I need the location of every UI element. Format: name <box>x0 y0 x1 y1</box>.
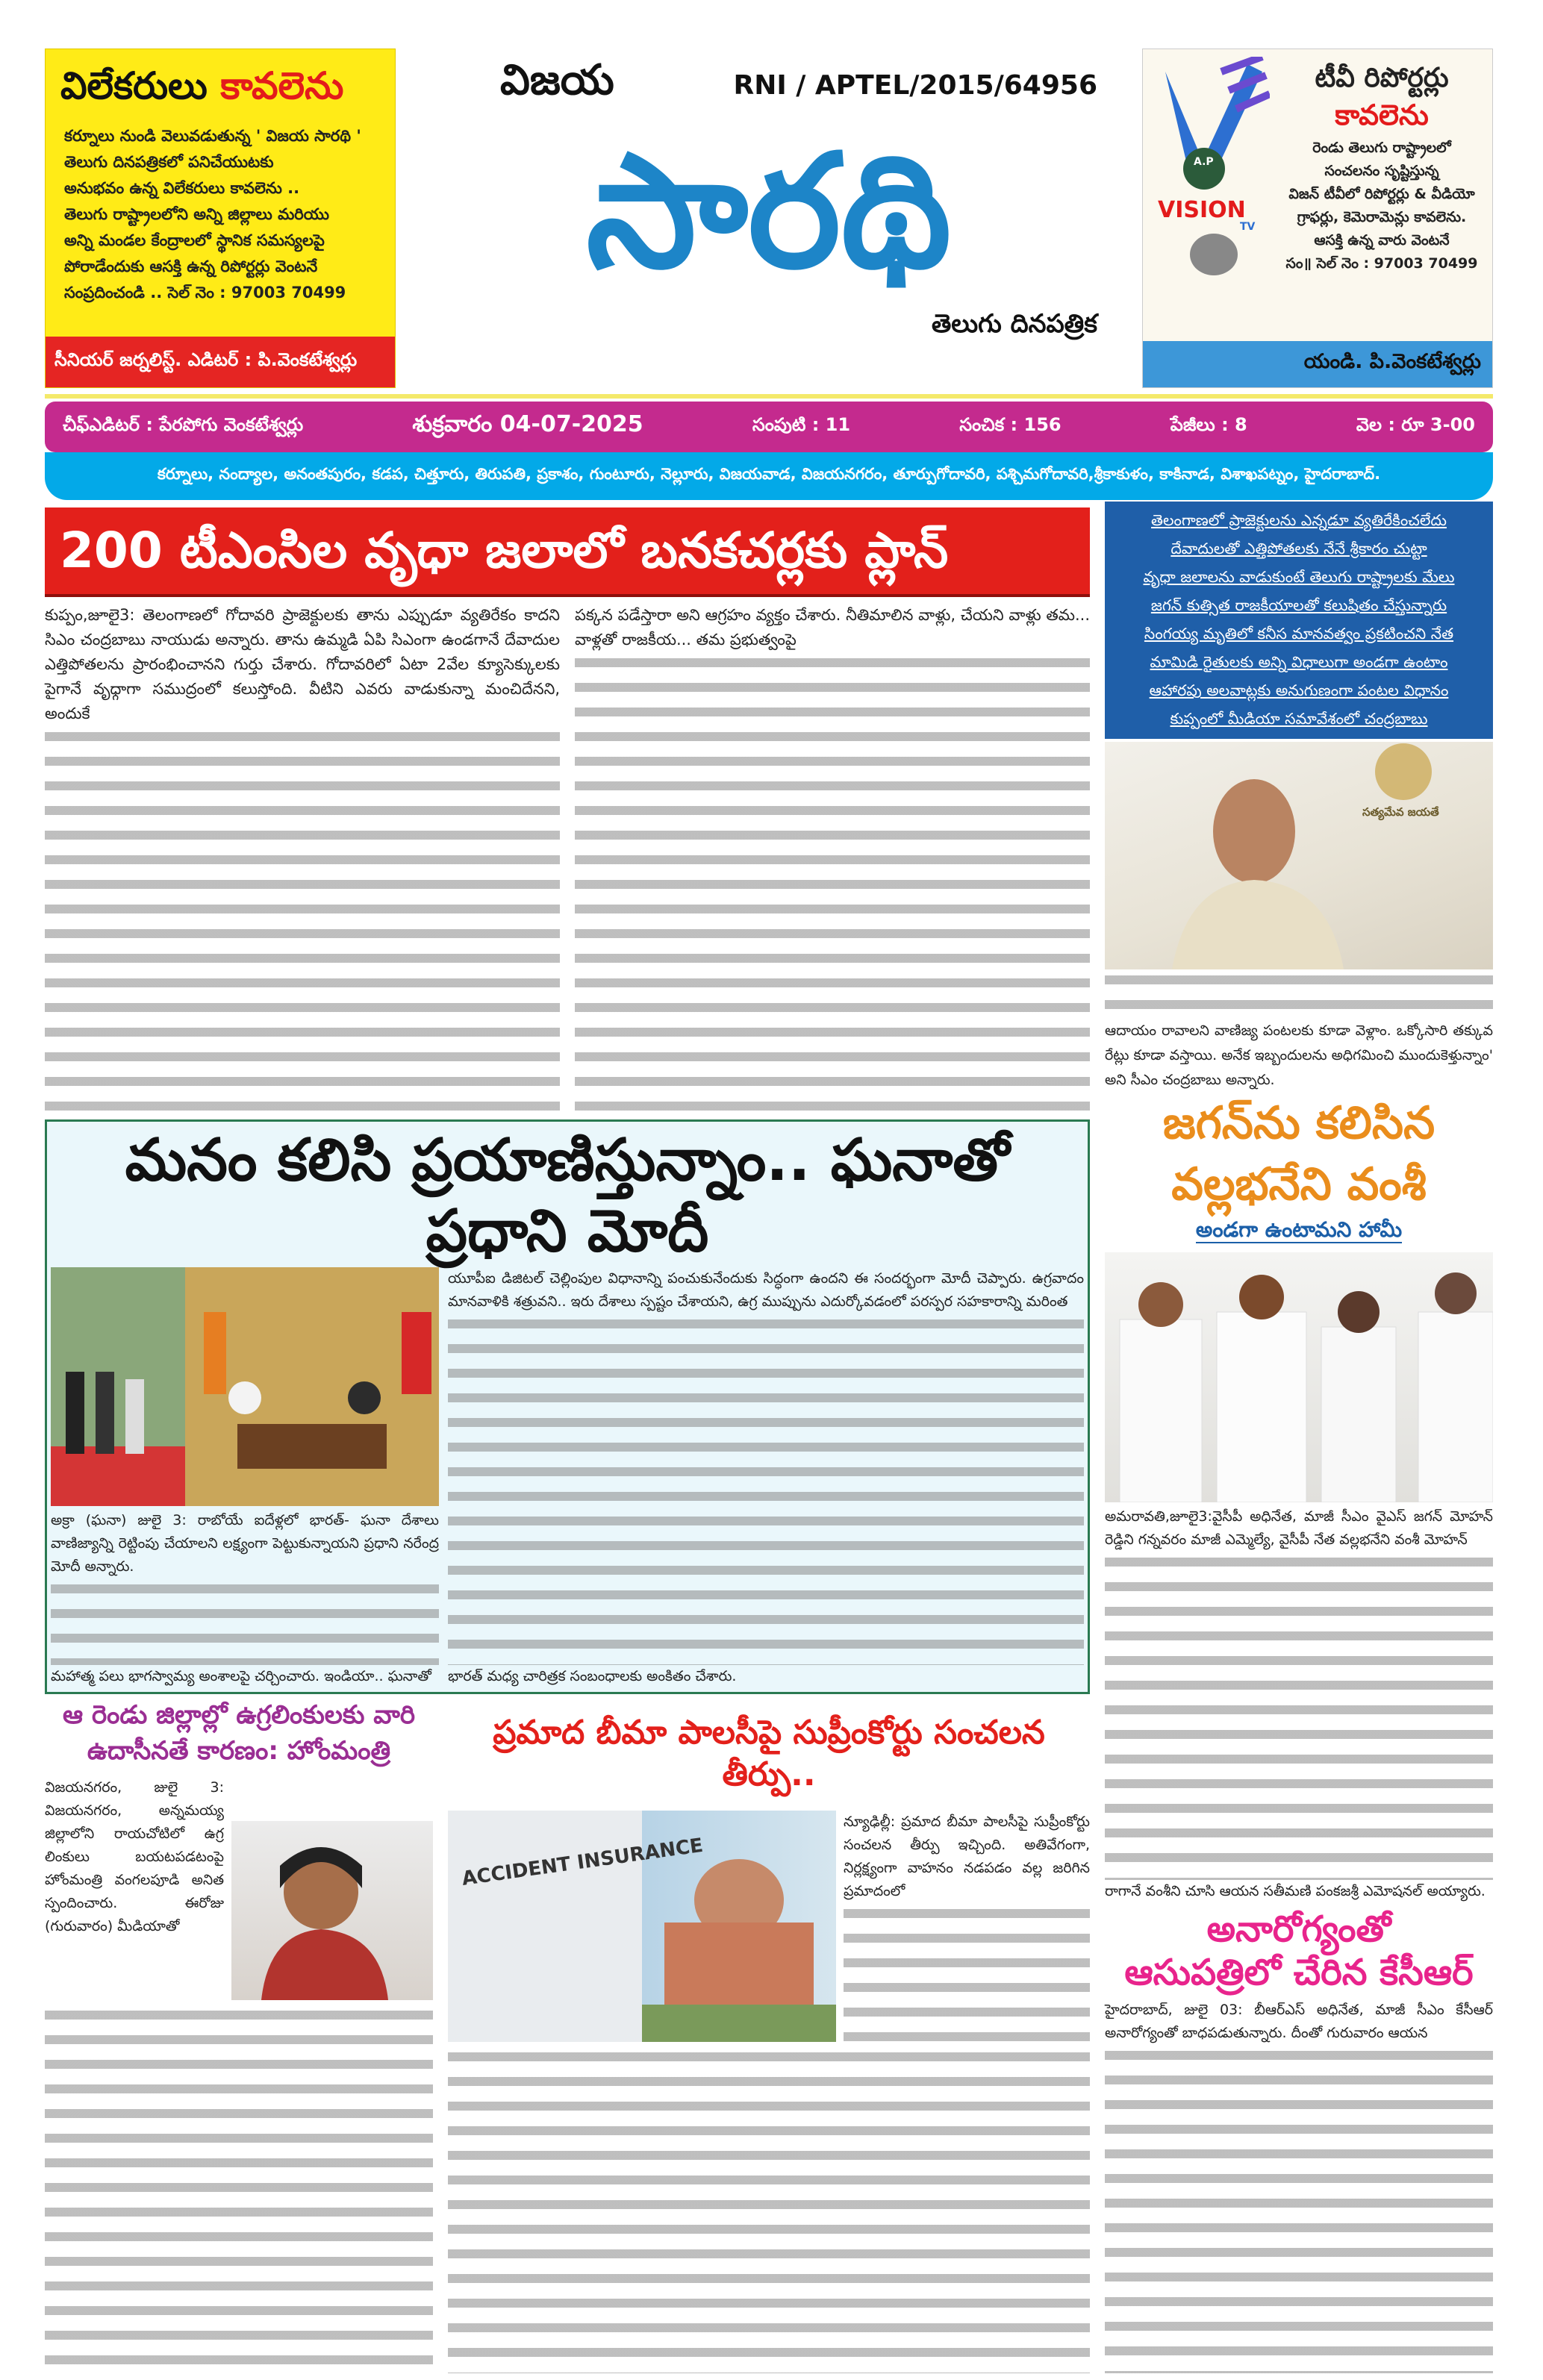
modi-caption-end: మహాత్మ పలు భాగస్వామ్య అంశాలపై చర్చించారు. ఇండియా.. ఘనాతో <box>51 1668 431 1684</box>
lead-column-2 <box>575 603 1090 1112</box>
home-minister-photo <box>231 1821 433 2000</box>
ad-line: తెలుగు దినపత్రికలో పనిచేయుటకు <box>64 153 274 171</box>
ad-line: సంచలనం సృష్టిస్తున్న <box>1324 163 1439 179</box>
headline-line: ఆసుపత్రిలో చేరిన కేసీఆర్ <box>1124 1952 1474 1993</box>
ad-line: సం॥ సెల్ నెం : 97003 70499 <box>1285 255 1478 272</box>
price: వెల : రూ 3-00 <box>1356 414 1475 435</box>
supreme-court-body: న్యూఢిల్లీ: ప్రమాద బీమా పాలసీపై సుప్రీంకోర్టు సంచలన తీర్పు ఇచ్చింది. అతివేగంగా, నిర్లక్ష్యంగా వాహనం నడపడం వల్ల జరిగిన ప్రమాదంలో <box>844 1814 1090 1899</box>
emblem-motto: సత్యమేవ జయతే <box>1362 805 1439 819</box>
ad-body <box>46 117 395 306</box>
ad-line: ఆసక్తి ఉన్న వారు వెంటనే <box>1314 232 1450 249</box>
modi-ghana-photo <box>51 1267 439 1506</box>
home-minister-body-block <box>45 1776 433 2005</box>
headline-line: ఉదాసీనతే కారణం: హోంమంత్రి <box>87 1736 391 1766</box>
ad-line: విజన్ టీవీలో రిపోర్టర్లు & వీడియో <box>1288 186 1475 202</box>
ad-line: తెలుగు రాష్ట్రాలలోని అన్ని జిల్లాలు మరియు <box>64 205 330 223</box>
lead-body-text <box>45 726 560 1112</box>
headline-line: ఆ రెండు జిల్లాల్లో ఉగ్రలింకులకు వారి <box>62 1700 415 1730</box>
chief-editor: చీఫ్ఎడిటర్ : పేరపోగు వెంకటేశ్వర్లు <box>63 414 304 435</box>
lead-highlights-box <box>1105 502 1493 739</box>
masthead <box>411 49 1127 388</box>
newspaper-logo: సారథి <box>586 120 952 303</box>
ad-title-red: కావలెను <box>220 64 344 107</box>
ad-title <box>46 49 395 117</box>
logo-text: VISION <box>1158 197 1246 223</box>
accident-insurance-supreme-court-photo <box>448 1811 836 2042</box>
highlight: మామిడి రైతులకు అన్ని విధాలుగా అండగా ఉంటాం <box>1150 653 1448 671</box>
supreme-court-top <box>448 1811 1090 2042</box>
ad-body <box>1274 137 1490 275</box>
ad-line: కర్నూలు నుండి వెలువడుతున్న ' విజయ సారథి ' <box>64 127 361 145</box>
highlight: జగన్ కుత్సిత రాజకీయాలతో కలుషితం చేస్తున్నారు <box>1150 596 1447 614</box>
issue-date: శుక్రవారం 04-07-2025 <box>412 411 643 437</box>
kcr-headline <box>1105 1908 1493 1994</box>
ad-line: గ్రాఫర్లు, కెమెరామెన్లు కావలెను. <box>1297 209 1467 225</box>
highlight: దేవాదులతో ఎత్తిపోతలకు నేనే శ్రీకారం చుట్టా <box>1171 540 1427 557</box>
vamsi-subhead <box>1105 1215 1493 1245</box>
masthead-tagline: తెలుగు దినపత్రిక <box>931 309 1097 339</box>
lead-headline: 200 టీఎంసిల వృధా జలాలో బనకచర్లకు ప్లాన్ <box>45 507 1090 597</box>
highlight: సింగయ్య మృతిలో కనీస మానవత్వం ప్రకటించని నేత <box>1144 625 1454 643</box>
ad-footer: సీనియర్ జర్నలిస్ట్. ఎడిటర్ : పి.వెంకటేశ్వర్లు <box>46 337 395 387</box>
chandrababu-photo <box>1105 742 1493 969</box>
ad-footer: యండి. పి.వెంకటేశ్వర్లు <box>1143 341 1492 387</box>
photo-label: ACCIDENT INSURANCE <box>460 1834 705 1890</box>
highlight: ఆహారపు అలవాట్లకు అనుగుణంగా పంటల విధానం <box>1149 681 1449 699</box>
lead-body-text <box>575 652 1090 1112</box>
headline-line: జగన్‌ను కలిసిన <box>1162 1097 1436 1149</box>
kcr-body-text <box>1105 2045 1493 2373</box>
vamsi-headline <box>1105 1093 1493 1215</box>
divider <box>45 394 1493 399</box>
reporters-wanted-ad <box>45 49 396 388</box>
ad-title-black: విలేకరులు <box>60 64 208 107</box>
vamsi-body-text <box>1105 1552 1493 1880</box>
highlight: తెలంగాణలో ప్రాజెక్టులను ఎన్నడూ వ్యతిరేకించలేదు <box>1151 511 1447 529</box>
page-count: పేజీలు : 8 <box>1170 414 1247 435</box>
ad-text <box>1274 60 1490 275</box>
kcr-body: హైదరాబాద్, జులై 03: బీఆర్ఎస్ అధినేత, మాజీ సీఎం కేసీఆర్ అనారోగ్యంతో బాధపడుతున్నారు. దీంతో గురువారం ఆయన <box>1105 2002 1493 2041</box>
modi-body-text <box>51 1578 439 1665</box>
modi-body-text <box>448 1314 1084 1665</box>
modi-body: యూపీఐ డిజిటల్ చెల్లింపుల విధానాన్ని పంచుకునేందుకు సిద్ధంగా ఉందని ఈ సందర్భంగా మోదీ చెప్పారు. ఉగ్రవాదం మానవాళికి శత్రువని.. ఇరు దేశాలు స్పష్టం చేశాయని, ఉగ్ర ముప్పును ఎదుర్కోవడంలో పరస్పర సహకారాన్ని మరింత <box>448 1270 1084 1310</box>
highlight: వృధా జలాలను వాడుకుంటే తెలుగు రాష్ట్రాలకు మేలు <box>1143 568 1455 586</box>
home-minister-story <box>45 1697 433 2373</box>
vision-tv-logo <box>1158 57 1270 281</box>
home-minister-headline <box>45 1697 433 1769</box>
vamsi-body-end: రాగానే వంశీని చూసి ఆయన సతీమణి పంకజశ్రీ ఎమోషనల్ అయ్యారు. <box>1105 1883 1486 1899</box>
masthead-top-row <box>411 49 1127 115</box>
issue-info-bar <box>45 402 1493 452</box>
editions-cities-bar: కర్నూలు, నంద్యాల, అనంతపురం, కడప, చిత్తూరు, తిరుపతి, ప్రకాశం, గుంటూరు, నెల్లూరు, విజయవాడ, విజయనగరం, తూర్పుగోదావరి, పశ్చిమగోదావరి,శ్రీకాకుళం, కాకినాడ, విశాఖపట్నం, హైదరాబాద్. <box>45 452 1493 500</box>
lead-column-1 <box>45 603 560 1112</box>
ad-line: అన్ని మండల కేంద్రాలలో స్థానిక సమస్యలపై <box>64 231 325 249</box>
logo-globe-text: A.P <box>1194 156 1214 168</box>
lead-body-col1: కుప్పం,జూలై3: తెలంగాణలో గోదావరి ప్రాజెక్టులకు తాను ఎప్పుడూ వ్యతిరేకం కాదని సిఎం చంద్రబాబు నాయుడు అన్నారు. తాను ఉమ్మడి ఏపి సిఎంగా ఉండగానే దేవాదుల ఎత్తిపోతలను ప్రారంభించానని గుర్తు చేశారు. గోదావరిలో ఏటా 2వేల క్యూసెక్కులకు పైగానే వృధ్గాగా సముద్రంలో కలుస్తోంది. వీటిని ఎవరు వాడుకున్నా మంచిదేనని, అందుకే <box>45 606 560 722</box>
logo-subtext: TV <box>1240 221 1256 233</box>
right-news-area <box>1105 502 1493 2373</box>
headline-line: అనారోగ్యంతో <box>1206 1908 1391 1950</box>
ad-line: సంప్రదించండి .. సెల్ నెం : 97003 70499 <box>64 284 346 302</box>
lead-body <box>45 597 1090 1112</box>
registration-number: RNI / APTEL/2015/64956 <box>733 70 1097 101</box>
masthead-prefix: విజయ <box>500 56 614 104</box>
modi-right-column <box>448 1267 1084 1688</box>
modi-caption: అక్రా (ఘనా) జులై 3: రాబోయే ఐదేళ్లలో భారత్- ఘనా దేశాలు వాణిజ్యాన్ని రెట్టింపు చేయాలని లక్ష్యంగా పెట్టుకున్నాయని ప్రధాని నరేంద్ర మోదీ అన్నారు. <box>51 1512 439 1575</box>
lead-body-col2: పక్కన పడేస్తారా అని ఆగ్రహం వ్యక్తం చేశారు. నీతిమాలిన వాళ్లు, చేయని వాళ్లు తమ... వాళ్లతో రాజకీయ... తమ ప్రభుత్వంపై <box>575 606 1090 649</box>
modi-ghana-story <box>45 1119 1090 1694</box>
home-minister-body-text <box>45 2005 433 2373</box>
ad-line: అనుభవం ఉన్న విలేకరులు కావలెను .. <box>64 179 300 197</box>
supreme-court-body-text <box>844 1903 1090 2042</box>
issue-number: సంచిక : 156 <box>959 414 1062 435</box>
ad-line: రెండు తెలుగు రాష్ట్రాలలో <box>1312 140 1451 156</box>
modi-content <box>51 1267 1084 1688</box>
supreme-court-headline: ప్రమాద బీమా పాలసీపై సుప్రీంకోర్టు సంచలన తీర్పు.. <box>493 1714 1045 1793</box>
home-minister-body: విజయనగరం, జులై 3: విజయనగరం, అన్నమయ్య జిల్లాలోని రాయచోటిలో ఉగ్ర లింకులు బయటపడటంపై హోంమంత్రి వంగలపూడి అనిత స్పందించారు. ఈరోజు (గురువారం) మీడియాతో <box>45 1779 224 1934</box>
modi-headline: మనం కలిసి ప్రయాణిస్తున్నాం.. ఘనాతో ప్రధాని మోదీ <box>125 1127 1010 1265</box>
vamsi-body: అమరావతి,జూలై3:వైసీపీ అధినేత, మాజీ సీఎం వైఎస్ జగన్ మోహన్ రెడ్డిని గన్నవరం మాజీ ఎమ్మెల్యే, వైసీపీ నేత వల్లభనేని వంశీ మోహన్ <box>1105 1508 1493 1548</box>
supreme-court-side-column <box>844 1811 1090 2042</box>
left-news-area <box>45 507 1090 2373</box>
headline-line: వల్లభనేని వంశీ <box>1171 1158 1427 1211</box>
tv-reporters-wanted-ad <box>1142 49 1493 388</box>
supreme-court-body-text <box>448 2046 1090 2373</box>
highlight: కుప్పంలో మీడియా సమావేశంలో చంద్రబాబు <box>1170 710 1428 728</box>
supreme-court-story <box>448 1697 1090 2373</box>
modi-body-end: భారత్ మధ్య చారిత్రక సంబంధాలకు అంకితం చేశారు. <box>448 1668 737 1684</box>
ad-title-red: కావలెను <box>1335 99 1429 131</box>
lead-body-end: ఆదాయం రావాలని వాణిజ్య పంటలకు కూడా వెళ్లాం. ఒక్కోసారి తక్కువ రేట్లు కూడా వస్తాయి. అనేక ఇబ్బందులను అధిగమించి ముందుకెళ్తున్నాం' అని సీఎం చంద్రబాబు అన్నారు. <box>1105 1022 1493 1088</box>
subhead-text: అండగా ఉంటామని హామీ <box>1195 1217 1403 1242</box>
ad-title: టీవీ రిపోర్టర్లు <box>1315 63 1449 93</box>
jagan-vamsi-photo <box>1105 1252 1493 1502</box>
volume: సంపుటి : 11 <box>752 414 851 435</box>
modi-left-column <box>51 1267 439 1688</box>
lead-body-text <box>1105 969 1493 1019</box>
ad-line: పోరాడేందుకు ఆసక్తి ఉన్న రిపోర్టర్లు వెంటనే <box>64 257 318 275</box>
bottom-stories <box>45 1694 1090 2373</box>
